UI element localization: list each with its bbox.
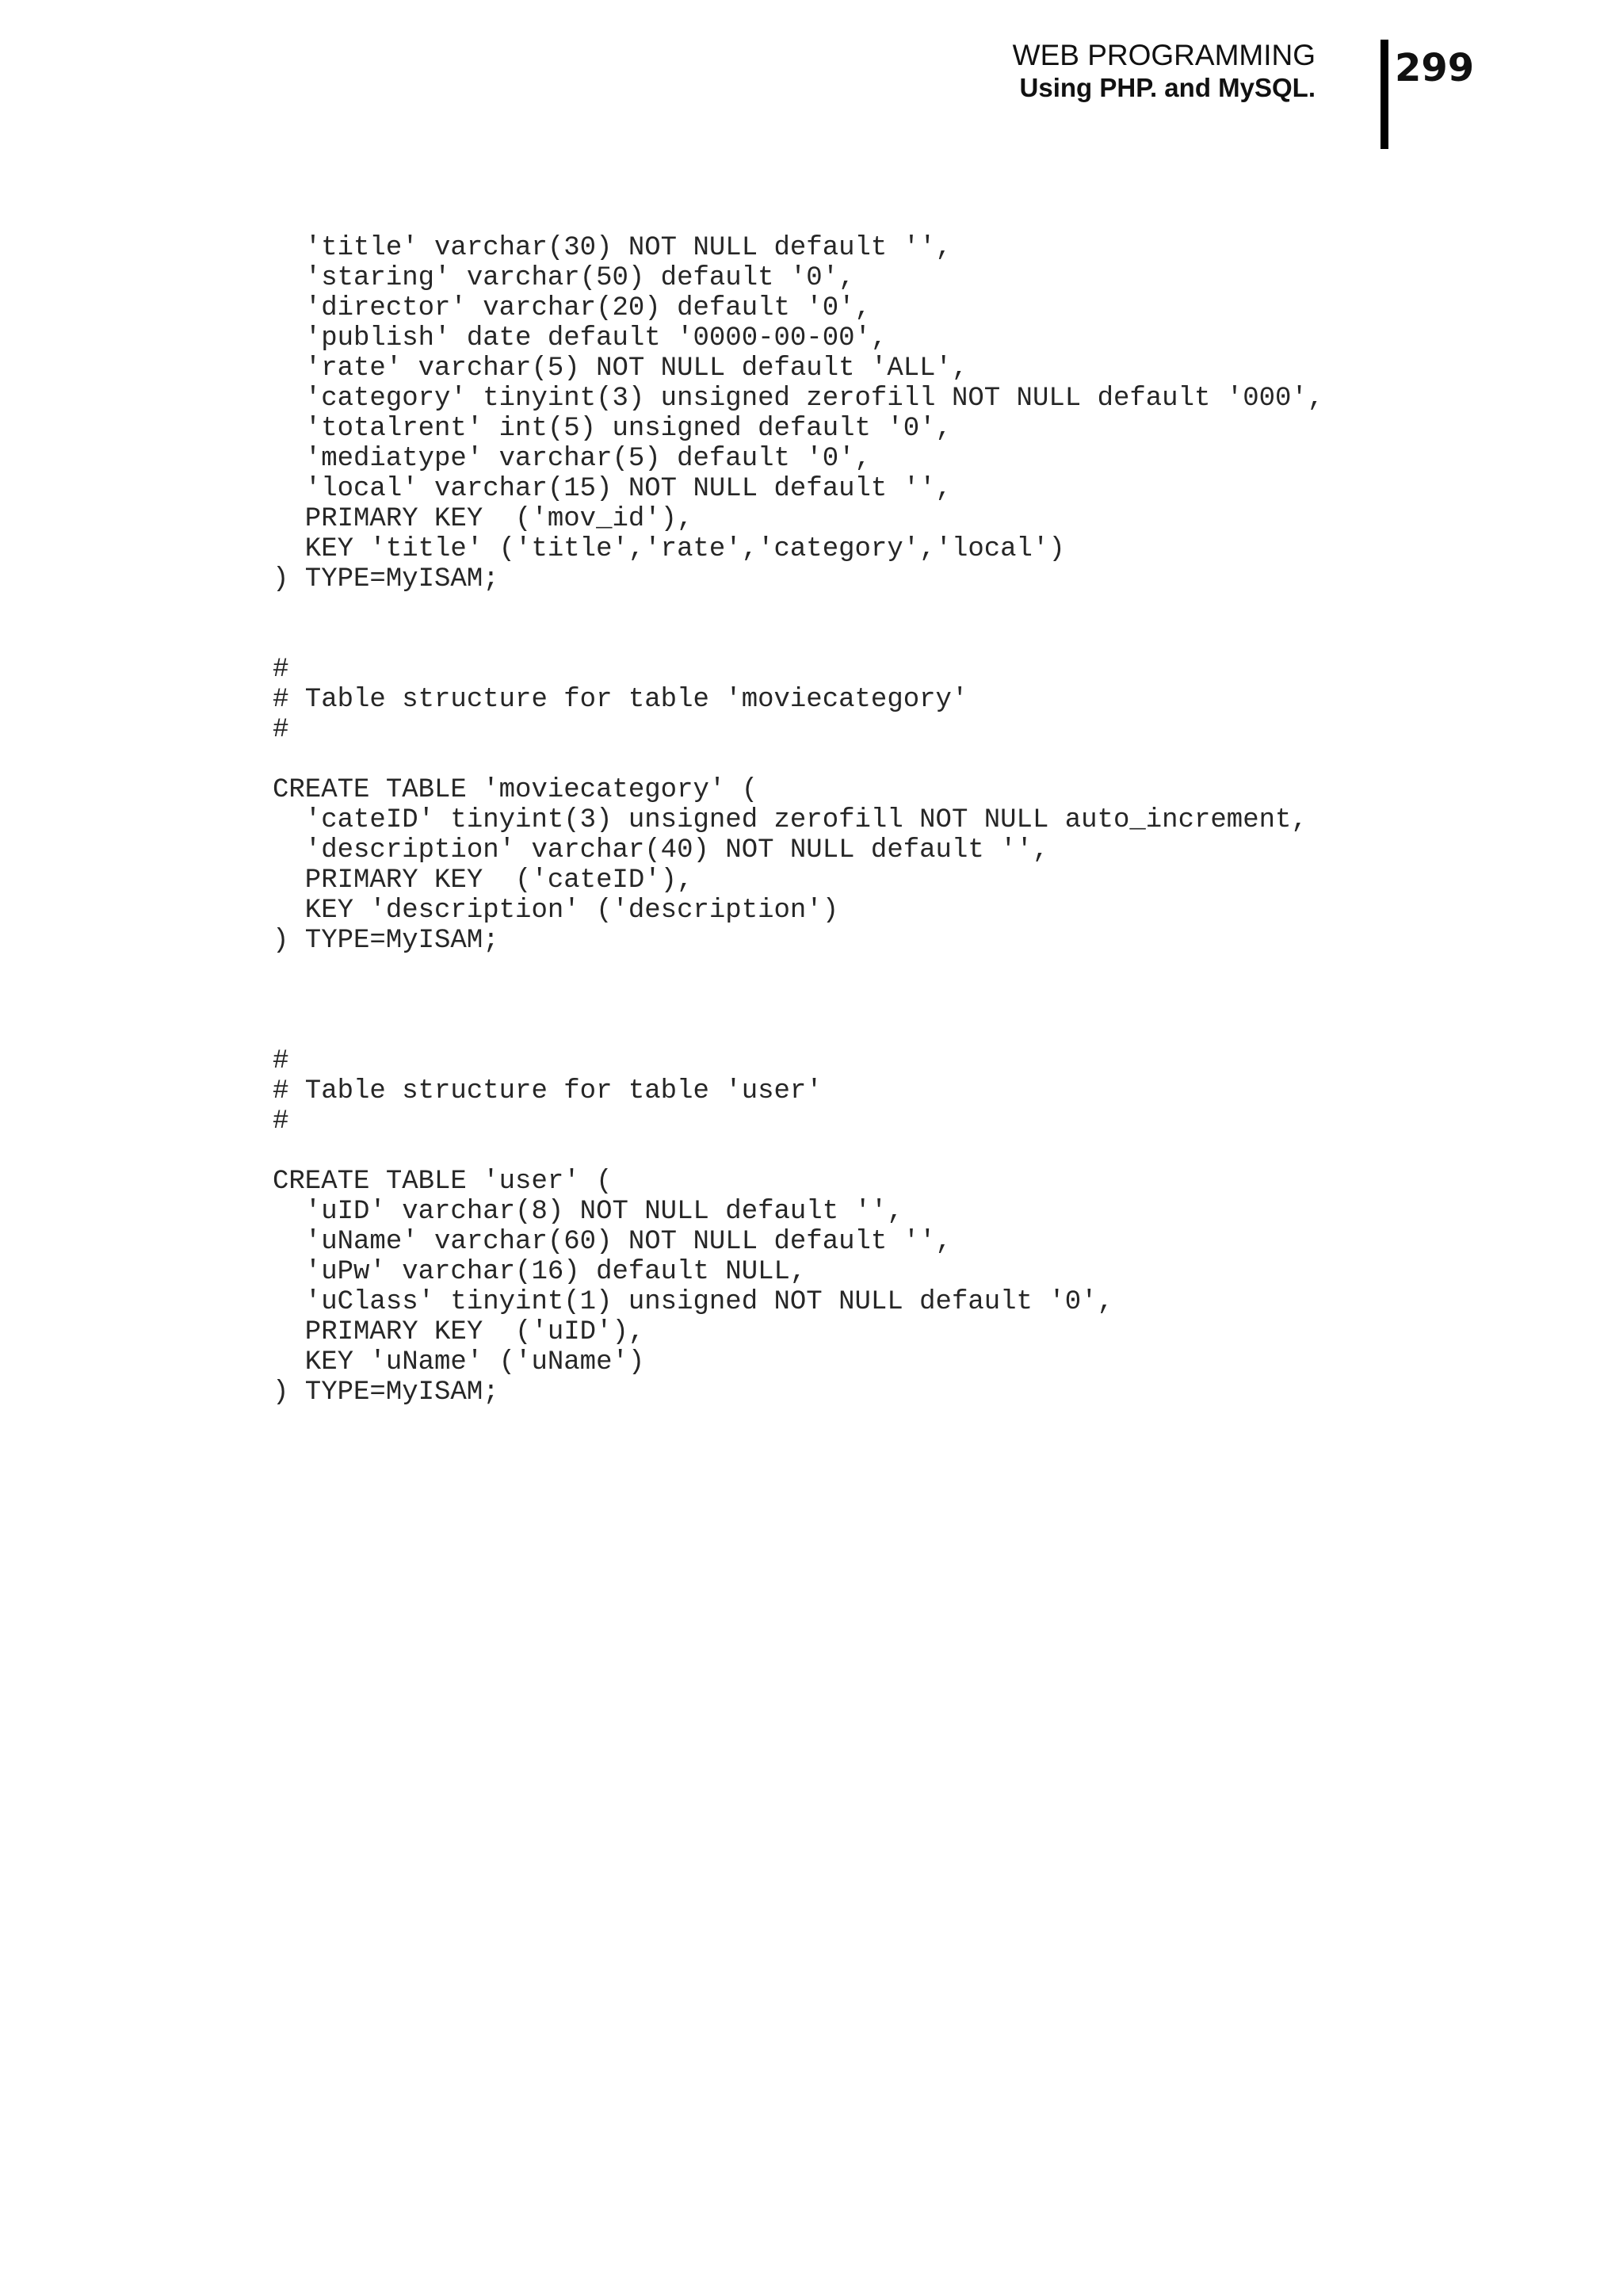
code-line [273, 625, 1541, 655]
code-line: KEY 'title' ('title','rate','category','local') [273, 534, 1065, 564]
code-line: 'local' varchar(15) NOT NULL default '', [273, 474, 952, 504]
code-line: # [273, 1106, 289, 1137]
code-line: 'mediatype' varchar(5) default '0', [273, 444, 871, 474]
code-line: 'rate' varchar(5) NOT NULL default 'ALL', [273, 353, 968, 384]
code-line: 'uID' varchar(8) NOT NULL default '', [273, 1197, 903, 1227]
code-line: ) TYPE=MyISAM; [273, 926, 499, 956]
code-line [273, 1137, 1541, 1167]
code-line: 'uClass' tinyint(1) unsigned NOT NULL default '0', [273, 1287, 1113, 1317]
code-line: # Table structure for table 'user' [273, 1076, 823, 1106]
code-line: # Table structure for table 'moviecategory' [273, 685, 968, 715]
code-line: PRIMARY KEY ('cateID'), [273, 865, 693, 896]
code-line: # [273, 715, 289, 745]
code-line: 'uPw' varchar(16) default NULL, [273, 1257, 807, 1287]
code-line: PRIMARY KEY ('uID'), [273, 1317, 645, 1347]
page-number: 299 [1395, 46, 1475, 90]
code-line: 'director' varchar(20) default '0', [273, 293, 871, 323]
code-line: PRIMARY KEY ('mov_id'), [273, 504, 693, 534]
code-line: KEY 'uName' ('uName') [273, 1347, 645, 1377]
code-line: 'uName' varchar(60) NOT NULL default '', [273, 1227, 952, 1257]
code-line: CREATE TABLE 'user' ( [273, 1167, 613, 1197]
code-line: 'category' tinyint(3) unsigned zerofill NOT NULL default '000', [273, 384, 1324, 414]
code-line: # [273, 1046, 289, 1076]
code-line [273, 1016, 1541, 1046]
code-line: ) TYPE=MyISAM; [273, 564, 499, 594]
code-line [273, 956, 1541, 986]
code-line: # [273, 655, 289, 685]
code-line: 'totalrent' int(5) unsigned default '0', [273, 414, 952, 444]
code-line: ) TYPE=MyISAM; [273, 1377, 499, 1408]
code-line: 'staring' varchar(50) default '0', [273, 263, 855, 293]
code-line: 'description' varchar(40) NOT NULL default '', [273, 835, 1049, 865]
code-line: 'cateID' tinyint(3) unsigned zerofill NOT NULL auto_increment, [273, 805, 1308, 835]
code-line: 'title' varchar(30) NOT NULL default '', [273, 233, 952, 263]
code-line: KEY 'description' ('description') [273, 896, 839, 926]
code-line [273, 986, 1541, 1016]
sql-code-block [273, 233, 1541, 1408]
code-line: CREATE TABLE 'moviecategory' ( [273, 775, 758, 805]
running-header [935, 38, 1316, 103]
code-line [273, 594, 1541, 625]
code-line [273, 745, 1541, 775]
header-divider [1381, 40, 1388, 149]
book-subtitle: Using PHP. and MySQL. [1019, 73, 1316, 102]
code-line: 'publish' date default '0000-00-00', [273, 323, 888, 353]
book-title: WEB PROGRAMMING [1012, 39, 1316, 71]
